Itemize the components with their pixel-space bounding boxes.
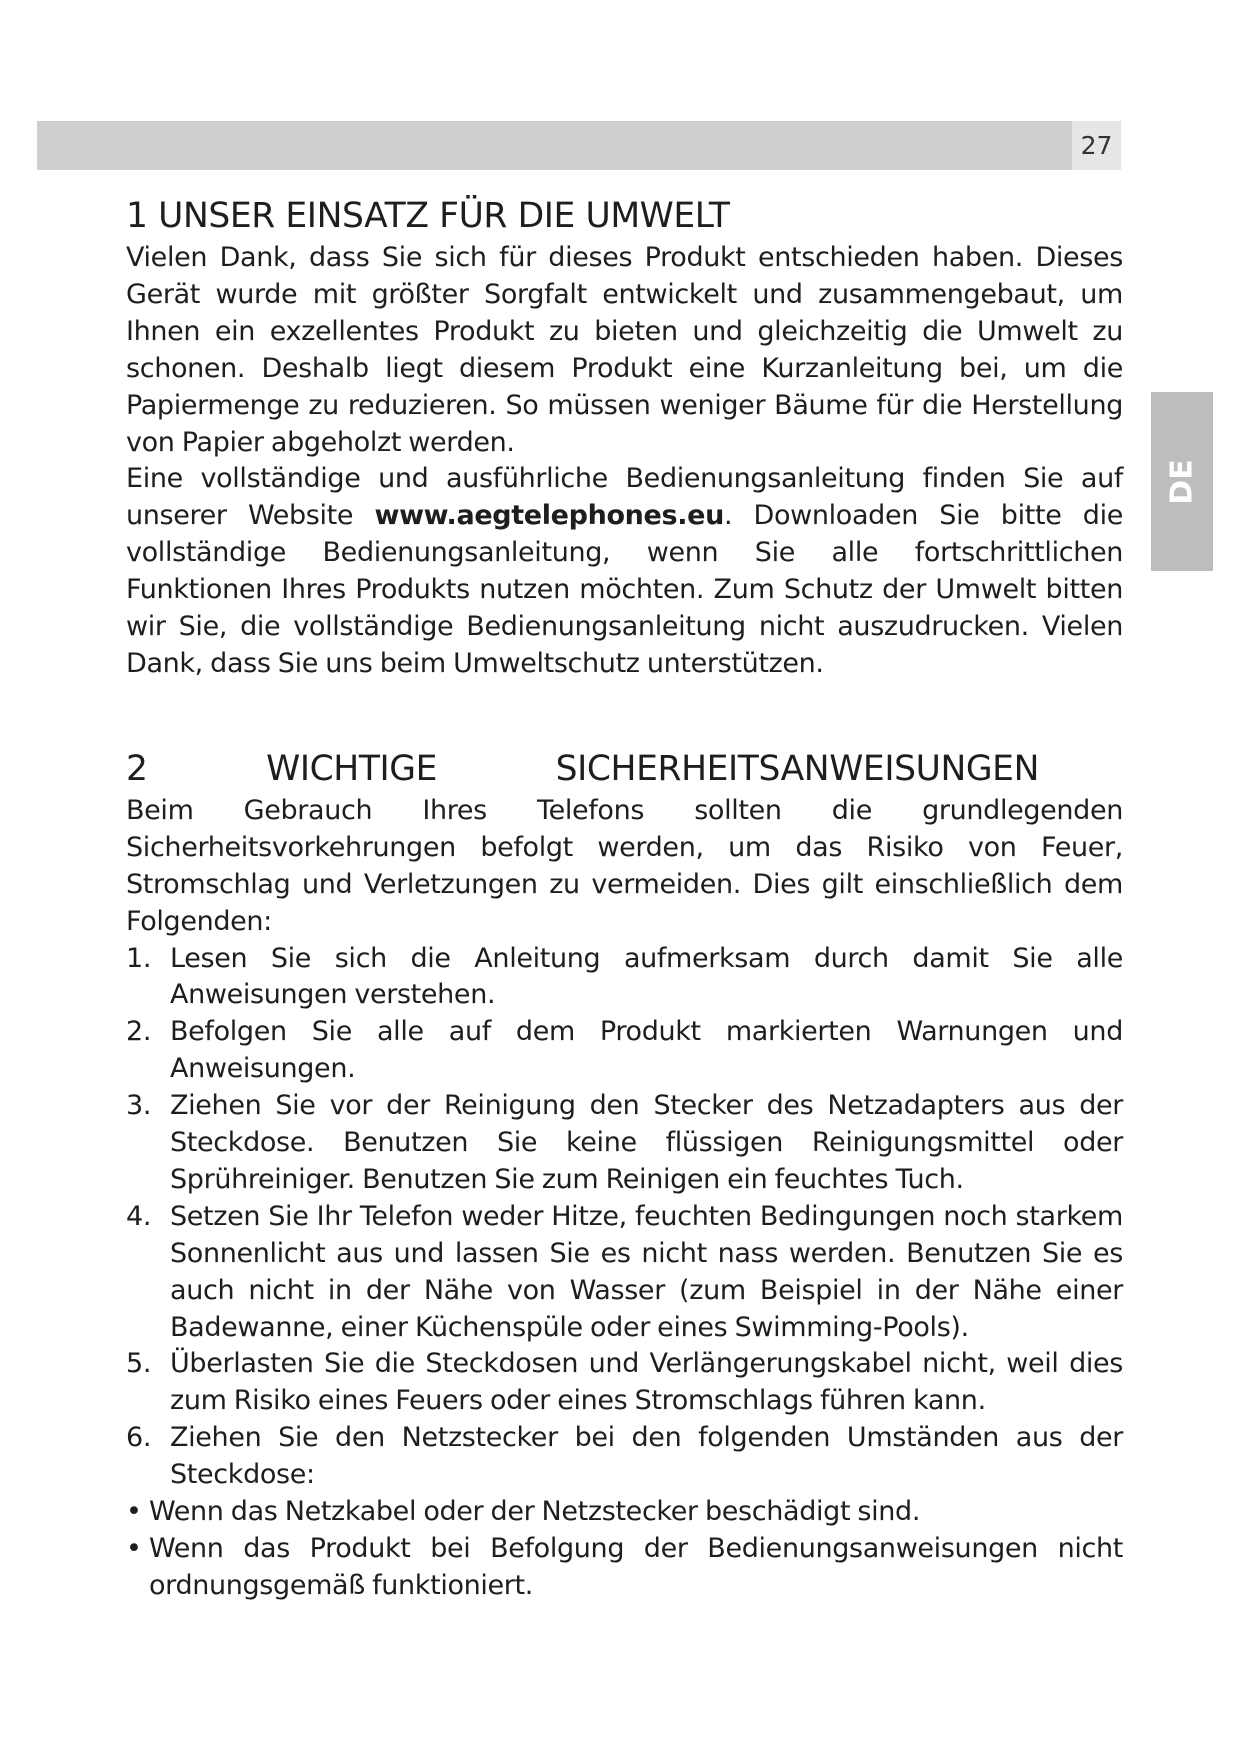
list-item-text: Ziehen Sie den Netzstecker bei den folgenden Umständen aus der Steckdose: [170, 1422, 1123, 1491]
section-2-title [126, 745, 1039, 793]
section-1-paragraph-1: Vielen Dank, dass Sie sich für dieses Produkt entschieden haben. Dieses Gerät wurde mit größter Sorgfalt entwickelt und zusammengebaut, um Ihnen ein exzellentes Produkt zu bieten und gleichzeitig die Umwelt zu schonen. Deshalb liegt diesem Produkt eine Kurzanleitung bei, um die Papiermenge zu reduzieren. So müssen weniger Bäume für die Herstellung von Papier abgeholzt werden. [126, 242, 1123, 458]
list-item-text: Ziehen Sie vor der Reinigung den Stecker des Netzadapters aus der Steckdose. Benutzen Sie keine flüssigen Reinigungsmittel oder Sprühreiniger. Benutzen Sie zum Reinigen ein feuchtes Tuch. [170, 1090, 1123, 1195]
page-number: 27 [1072, 121, 1121, 170]
list-item-number: 1. [126, 942, 152, 974]
list-item-number: 3. [126, 1090, 152, 1122]
paragraph-2-text-after: . Downloaden Sie bitte die vollständige Bedienungsanleitung, wenn Sie alle fortschrittlichen Funktionen Ihres Produkts nutzen möchten. Zum Schutz der Umwelt bitten wir Sie, die vollständige Bedienungsanleitung nicht auszudrucken. Vielen Dank, dass Sie uns beim Umweltschutz unterstützen. [126, 500, 1123, 679]
list-item-text: Überlasten Sie die Steckdosen und Verlängerungskabel nicht, weil dies zum Risiko eines Feuers oder eines Stromschlags führen kann. [170, 1348, 1123, 1417]
paragraph-2-text-before: Eine vollständige und ausführliche Bedienungsanleitung finden Sie auf unserer Website [126, 463, 1123, 532]
bullet-symbol: • [126, 1533, 142, 1564]
safety-instructions-list [126, 941, 1123, 1495]
list-item [126, 1088, 1123, 1199]
list-item-text: Lesen Sie sich die Anleitung aufmerksam durch damit Sie alle Anweisungen verstehen. [170, 942, 1123, 1011]
section-1-paragraph-2 [126, 461, 1123, 682]
language-tab [1151, 392, 1213, 571]
section-2-intro: Beim Gebrauch Ihres Telefons sollten die grundlegenden Sicherheitsvorkehrungen befolgt werden, um das Risiko von Feuer, Stromschlag und Verletzungen zu vermeiden. Dies gilt einschließlich dem Folgenden: [126, 794, 1123, 937]
header-bar [37, 121, 1072, 170]
bullet-item-text: Wenn das Netzkabel oder der Netzstecker beschädigt sind. [149, 1496, 921, 1528]
list-item-number: 6. [126, 1422, 152, 1454]
page-content [126, 192, 1123, 1605]
section-2-title-word-1: WICHTIGE [266, 748, 438, 789]
bullet-item-text: Wenn das Produkt bei Befolgung der Bedienungsanweisungen nicht ordnungsgemäß funktioniert. [149, 1533, 1123, 1601]
list-item [126, 1199, 1123, 1347]
list-item [126, 941, 1123, 1015]
bullet-item [126, 1494, 1123, 1531]
section-1-title: 1 UNSER EINSATZ FÜR DIE UMWELT [126, 196, 730, 236]
list-item-number: 4. [126, 1200, 152, 1232]
language-tab-label: DE [1164, 458, 1200, 505]
list-item-number: 2. [126, 1016, 152, 1048]
bullet-item [126, 1531, 1123, 1605]
section-2-number: 2 [126, 748, 148, 789]
unplug-conditions-list [126, 1494, 1123, 1605]
list-item [126, 1420, 1123, 1494]
list-item [126, 1346, 1123, 1420]
section-2-title-word-2: SICHERHEITSANWEISUNGEN [555, 748, 1039, 789]
list-item-number: 5. [126, 1348, 152, 1380]
bullet-symbol: • [126, 1496, 142, 1528]
list-item-text: Befolgen Sie alle auf dem Produkt markierten Warnungen und Anweisungen. [170, 1016, 1123, 1085]
website-link[interactable]: www.aegtelephones.eu [374, 500, 724, 532]
list-item [126, 1014, 1123, 1088]
list-item-text: Setzen Sie Ihr Telefon weder Hitze, feuchten Bedingungen noch starkem Sonnenlicht aus und lassen Sie es nicht nass werden. Benutzen Sie es auch nicht in der Nähe von Wasser (zum Beispiel in der Nähe einer Badewanne, einer Küchenspüle oder eines Swimming-Pools). [170, 1200, 1123, 1343]
